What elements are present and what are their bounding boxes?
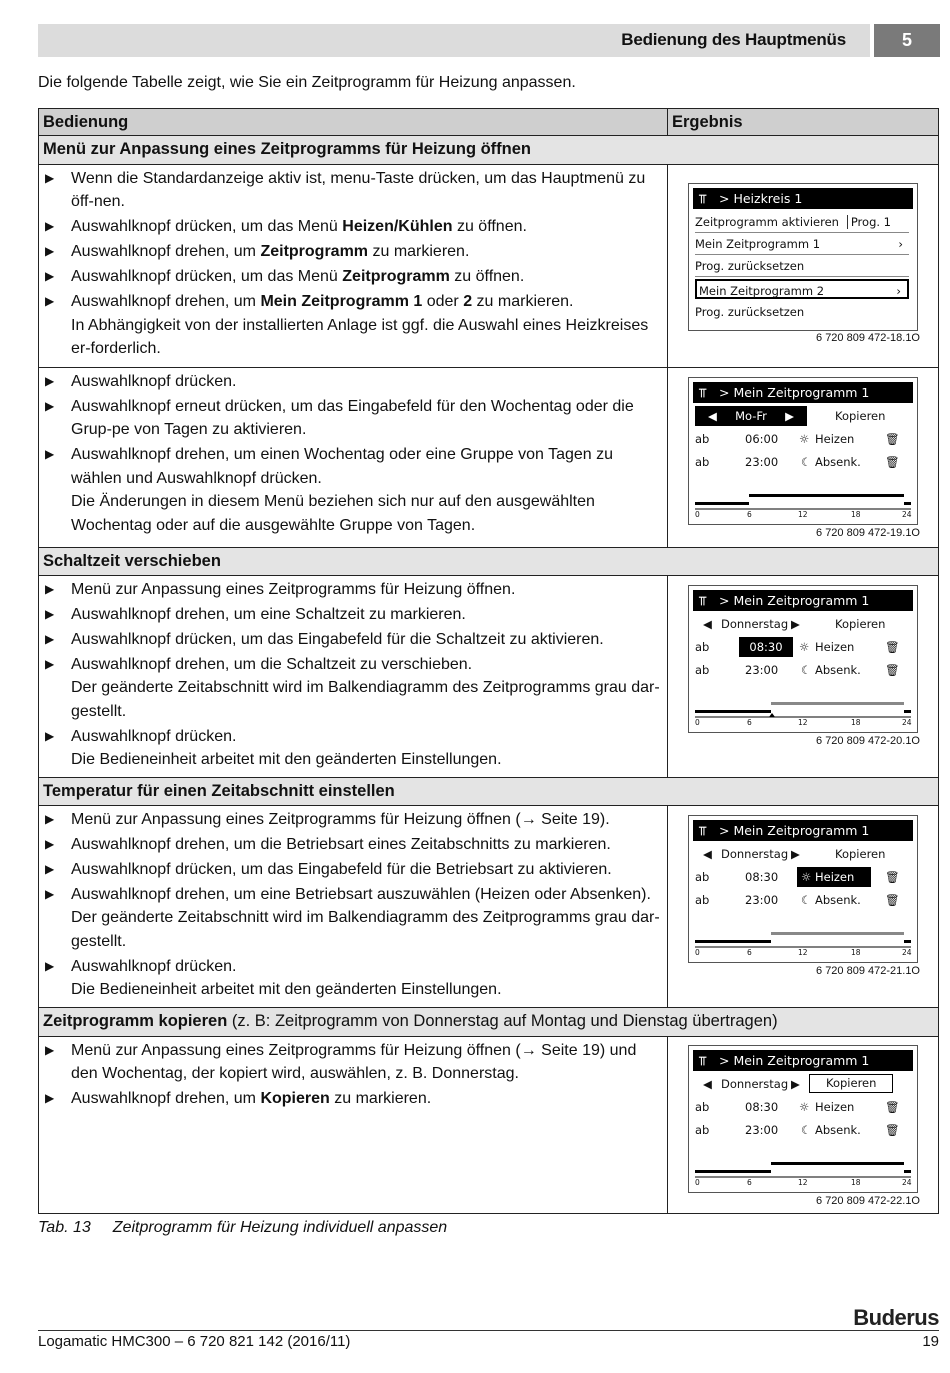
footer-doc-id: Logamatic HMC300 – 6 720 821 142 (2016/11) [38, 1333, 351, 1350]
heating-circuit-icon: ⫪ [699, 593, 707, 608]
list-item: ▶ Auswahlknopf drehen, um Zeitprogramm zu markieren. [43, 240, 663, 264]
list-item: ▶ Auswahlknopf drehen, um einen Wochentag oder eine Gruppe von Tagen zu wählen und Auswahlknopf drücken. Die Änderungen in diesem Menü beziehen sich nur auf den ausgewählten Wochentag oder auf die ausgewählte Gruppe von Tagen. [43, 443, 663, 537]
list-item: ▶ Auswahlknopf drehen, um eine Schaltzeit zu markieren. [43, 603, 663, 627]
figure-id: 6 720 809 472-18.1O [816, 332, 920, 344]
sun-icon: ☼ [799, 1100, 810, 1114]
section-title: Menü zur Anpassung eines Zeitprogramms für Heizung öffnen [43, 140, 532, 158]
section-row [39, 778, 938, 806]
copy-button: Kopieren [835, 617, 886, 631]
time-scale: 0 6 12 18 24 [695, 718, 912, 727]
copy-button: Kopieren [835, 847, 886, 861]
list-item: ▶ Auswahlknopf drücken. Die Bedieneinheit arbeitet mit den geänderten Einstellungen. [43, 725, 663, 772]
time-scale: 0 6 12 18 24 [695, 510, 912, 519]
chevron-right-icon: › [898, 237, 903, 251]
intro-text: Die folgende Tabelle zeigt, wie Sie ein Zeitprogramm für Heizung anpassen. [38, 74, 576, 91]
trash-icon: 🗑 [885, 432, 900, 446]
table-row [39, 576, 938, 778]
menu-row: Mein Zeitprogramm 1 › [695, 234, 909, 255]
step-list [43, 1037, 663, 1111]
day-selector: Donnerstag [721, 617, 789, 631]
display-screen-heizkreis [688, 183, 918, 331]
copy-button: Kopieren [835, 409, 886, 423]
list-item: ▶ Auswahlknopf drücken. [43, 370, 663, 394]
menu-row: Prog. zurücksetzen [695, 256, 909, 277]
trash-icon: 🗑 [885, 1123, 900, 1137]
chevron-right-icon: › [896, 284, 901, 298]
list-item: ▶ Menü zur Anpassung eines Zeitprogramms für Heizung öffnen (→ Seite 19) und den Wochentag, der kopiert wird, auswählen, z. B. Donnerstag. [43, 1039, 663, 1086]
page-number: 19 [922, 1333, 939, 1350]
step-list [43, 806, 663, 1002]
menu-row: Zeitprogramm aktivieren Prog. 1 [695, 212, 909, 233]
screen-title-bar: ⫪ > Mein Zeitprogramm 1 [693, 1050, 913, 1071]
table-row [39, 1037, 938, 1213]
time-bar-chart [695, 926, 911, 948]
moon-icon: ☾ [801, 663, 812, 677]
list-item: ▶ Auswahlknopf drücken, um das Eingabefeld für die Schaltzeit zu aktivieren. [43, 628, 663, 652]
heating-circuit-icon: ⫪ [699, 1053, 707, 1068]
sun-icon: ☼ [799, 432, 810, 446]
sun-icon: ☼ [799, 640, 810, 654]
table-row [39, 368, 938, 548]
section-title: Temperatur für einen Zeitabschnitt einstellen [43, 782, 395, 800]
day-selector: Donnerstag [721, 1077, 789, 1091]
list-item: ▶ Menü zur Anpassung eines Zeitprogramms für Heizung öffnen (→ Seite 19). [43, 808, 663, 832]
trash-icon: 🗑 [885, 870, 900, 884]
table-row [39, 806, 938, 1008]
list-item: ▶ Auswahlknopf drücken, um das Eingabefeld für die Betriebsart zu aktivieren. [43, 858, 663, 882]
time-field-selected: 08:30 [739, 637, 793, 657]
footer-divider [38, 1330, 939, 1331]
display-screen-zeitprogramm: ⫪ > Mein Zeitprogramm 1 ◀ Mo-Fr ▶ Kopieren ab 06:00 ☼ Heizen 🗑 ab 23:00 ☾ Absenk. 🗑 0 6 12 18 24 [688, 377, 918, 525]
moon-icon: ☾ [801, 893, 812, 907]
figure-id: 6 720 809 472-19.1O [816, 527, 920, 539]
table-row [39, 165, 938, 368]
copy-button-selected: Kopieren [809, 1074, 893, 1093]
list-item: ▶ Auswahlknopf drücken, um das Menü Zeitprogramm zu öffnen. [43, 265, 663, 289]
trash-icon: 🗑 [885, 663, 900, 677]
list-item: ▶ Menü zur Anpassung eines Zeitprogramms für Heizung öffnen. [43, 578, 663, 602]
time-bar-chart [695, 1156, 911, 1178]
time-scale: 0 6 12 18 24 [695, 948, 912, 957]
time-bar-chart [695, 488, 911, 510]
heating-circuit-icon: ⫪ [699, 191, 707, 206]
list-item: ▶ Auswahlknopf drehen, um eine Betriebsart auszuwählen (Heizen oder Absenken). Der geänderte Zeitabschnitt wird im Balkendiagramm des Zeitprogramms grau dar-gestellt. [43, 883, 663, 954]
trash-icon: 🗑 [885, 640, 900, 654]
heating-circuit-icon: ⫪ [699, 823, 707, 838]
col-header-ergebnis: Ergebnis [672, 113, 743, 131]
list-item: ▶ Auswahlknopf drehen, um die Betriebsart eines Zeitabschnitts zu markieren. [43, 833, 663, 857]
list-item: ▶ Auswahlknopf drehen, um die Schaltzeit zu verschieben. Der geänderte Zeitabschnitt wird im Balkendiagramm des Zeitprogramms grau dar-gestellt. [43, 653, 663, 724]
time-bar-chart [695, 696, 911, 718]
menu-row-selected: Mein Zeitprogramm 2 › [695, 279, 909, 299]
list-item: ▶ Auswahlknopf erneut drücken, um das Eingabefeld für den Wochentag oder die Grup-pe von Tagen zu aktivieren. [43, 395, 663, 442]
trash-icon: 🗑 [885, 1100, 900, 1114]
section-row [39, 548, 938, 576]
page-header-title: Bedienung des Hauptmenüs [621, 30, 846, 49]
trash-icon: 🗑 [885, 893, 900, 907]
figure-id: 6 720 809 472-20.1O [816, 735, 920, 747]
time-scale: 0 6 12 18 24 [695, 1178, 912, 1187]
menu-row: Prog. zurücksetzen [695, 305, 805, 319]
section-row [39, 1008, 938, 1037]
screen-title-bar: ⫪ > Mein Zeitprogramm 1 [693, 382, 913, 403]
step-list [43, 165, 663, 361]
trash-icon: 🗑 [885, 455, 900, 469]
moon-icon: ☾ [801, 1123, 812, 1137]
mode-field-selected: ☼ Heizen [797, 867, 871, 887]
screen-title-bar: ⫪ > Mein Zeitprogramm 1 [693, 820, 913, 841]
display-screen-schaltzeit: ⫪ > Mein Zeitprogramm 1 ◀ Donnerstag ▶ Kopieren ab 08:30 ☼ Heizen 🗑 ab 23:00 ☾ Absenk. 🗑 0 6 12 18 24 [688, 585, 918, 733]
figure-id: 6 720 809 472-22.1O [816, 1195, 920, 1207]
day-selector: ◀ Mo-Fr ▶ [695, 406, 807, 426]
screen-title-bar: ⫪ > Mein Zeitprogramm 1 [693, 590, 913, 611]
header-bar [38, 24, 870, 57]
instructions-table [38, 108, 939, 1214]
display-screen-kopieren: ⫪ > Mein Zeitprogramm 1 ◀ Donnerstag ▶ Kopieren ab 08:30 ☼ Heizen 🗑 ab 23:00 ☾ Absenk. 🗑 0 6 12 18 24 [688, 1045, 918, 1193]
figure-id: 6 720 809 472-21.1O [816, 965, 920, 977]
display-screen-temperatur: ⫪ > Mein Zeitprogramm 1 ◀ Donnerstag ▶ Kopieren ab 08:30 ☼ Heizen 🗑 ab 23:00 ☾ Absenk. 🗑 0 6 12 18 24 [688, 815, 918, 963]
screen-title-bar: ⫪ > Heizkreis 1 [693, 188, 913, 209]
list-item: ▶ Auswahlknopf drehen, um Kopieren zu markieren. [43, 1087, 663, 1111]
step-list [43, 368, 663, 537]
col-header-bedienung: Bedienung [43, 113, 129, 131]
table-caption: Tab. 13 Zeitprogramm für Heizung individuell anpassen [38, 1219, 448, 1236]
buderus-logo: Buderus [853, 1305, 939, 1330]
day-selector: Donnerstag [721, 847, 789, 861]
list-item: ▶ Wenn die Standardanzeige aktiv ist, menu-Taste drücken, um das Hauptmenü zu öff-nen. [43, 167, 663, 214]
list-item: ▶ Auswahlknopf drehen, um Mein Zeitprogramm 1 oder 2 zu markieren. In Abhängigkeit von der installierten Anlage ist ggf. die Auswahl eines Heizkreises er-forderlich. [43, 290, 663, 361]
heating-circuit-icon: ⫪ [699, 385, 707, 400]
sun-icon: ☼ [801, 870, 812, 884]
section-row [39, 136, 938, 165]
section-title: Zeitprogramm kopieren (z. B: Zeitprogramm von Donnerstag auf Montag und Dienstag übertragen) [43, 1012, 778, 1030]
step-list [43, 576, 663, 772]
table-header-row [39, 109, 938, 136]
moon-icon: ☾ [801, 455, 812, 469]
list-item: ▶ Auswahlknopf drücken, um das Menü Heizen/Kühlen zu öffnen. [43, 215, 663, 239]
chapter-number: 5 [874, 24, 940, 57]
section-title: Schaltzeit verschieben [43, 552, 221, 570]
list-item: ▶ Auswahlknopf drücken. Die Bedieneinheit arbeitet mit den geänderten Einstellungen. [43, 955, 663, 1002]
